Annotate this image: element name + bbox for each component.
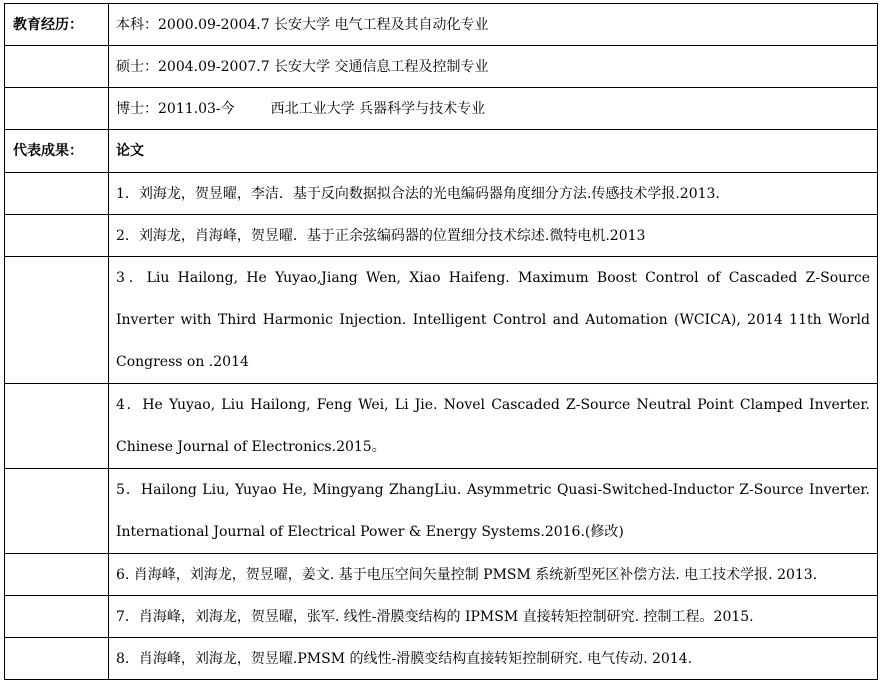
paper-row-1 [5,173,878,215]
empty-label-cell [5,638,109,680]
paper-row-5 [5,469,878,554]
paper-item: 7．肖海峰，刘海龙，贺昱曜，张军. 线性-滑膜变结构的 IPMSM 直接转矩控制研究. 控制工程。2015. [109,596,878,638]
education-phd [109,88,878,130]
education-master: 硕士：2004.09-2007.7 长安大学 交通信息工程及控制专业 [109,46,878,88]
paper-item-wrapper [109,469,878,554]
education-bachelor: 本科：2000.09-2004.7 长安大学 电气工程及其自动化专业 [109,4,878,46]
resume-table [4,3,878,680]
empty-label-cell [5,554,109,596]
paper-item: 3．Liu Hailong, He Yuyao,Jiang Wen, Xiao Haifeng. Maximum Boost Control of Cascaded Z-Source Inverter with Third Harmonic Injection. Intelligent Control and Automation (WCICA), 2014 11th World Congress on .2014 [116,270,870,370]
paper-row-4 [5,384,878,469]
achievements-label: 代表成果： [5,130,109,173]
empty-label-cell [5,215,109,257]
paper-item: 6. 肖海峰，刘海龙，贺昱曜，姜文. 基于电压空间矢量控制 PMSM 系统新型死区补偿方法. 电工技术学报. 2013. [109,554,878,596]
paper-item: 8．肖海峰，刘海龙，贺昱曜.PMSM 的线性-滑膜变结构直接转矩控制研究. 电气传动. 2014. [109,638,878,680]
paper-item: 5．Hailong Liu, Yuyao He, Mingyang ZhangLiu. Asymmetric Quasi-Switched-Inductor Z-Source Inverter. International Journal of Electrical Power & Energy Systems.2016.(修改) [116,482,870,540]
education-row-3 [5,88,878,130]
empty-label-cell [5,384,109,469]
papers-heading: 论文 [109,130,878,173]
paper-item: 4．He Yuyao, Liu Hailong, Feng Wei, Li Jie. Novel Cascaded Z-Source Neutral Point Clamped Inverter. Chinese Journal of Electronics.2015。 [116,397,870,455]
phd-prefix: 博士：2011.03-今 [116,100,235,117]
education-label: 教育经历： [5,4,109,46]
paper-item: 2．刘海龙，肖海峰，贺昱曜．基于正余弦编码器的位置细分技术综述.微特电机.2013 [109,215,878,257]
phd-school: 西北工业大学 兵器科学与技术专业 [270,100,486,117]
paper-row-3 [5,257,878,384]
paper-item-wrapper [109,384,878,469]
paper-row-2 [5,215,878,257]
paper-item: 1．刘海龙，贺昱曜，李洁．基于反向数据拟合法的光电编码器角度细分方法.传感技术学报.2013. [109,173,878,215]
paper-row-8 [5,638,878,680]
paper-row-6 [5,554,878,596]
achievements-heading-row [5,130,878,173]
empty-label-cell [5,469,109,554]
paper-row-7 [5,596,878,638]
empty-label-cell [5,257,109,384]
empty-label-cell [5,46,109,88]
empty-label-cell [5,173,109,215]
empty-label-cell [5,88,109,130]
education-row-2 [5,46,878,88]
education-row-1 [5,4,878,46]
paper-item-wrapper [109,257,878,384]
empty-label-cell [5,596,109,638]
